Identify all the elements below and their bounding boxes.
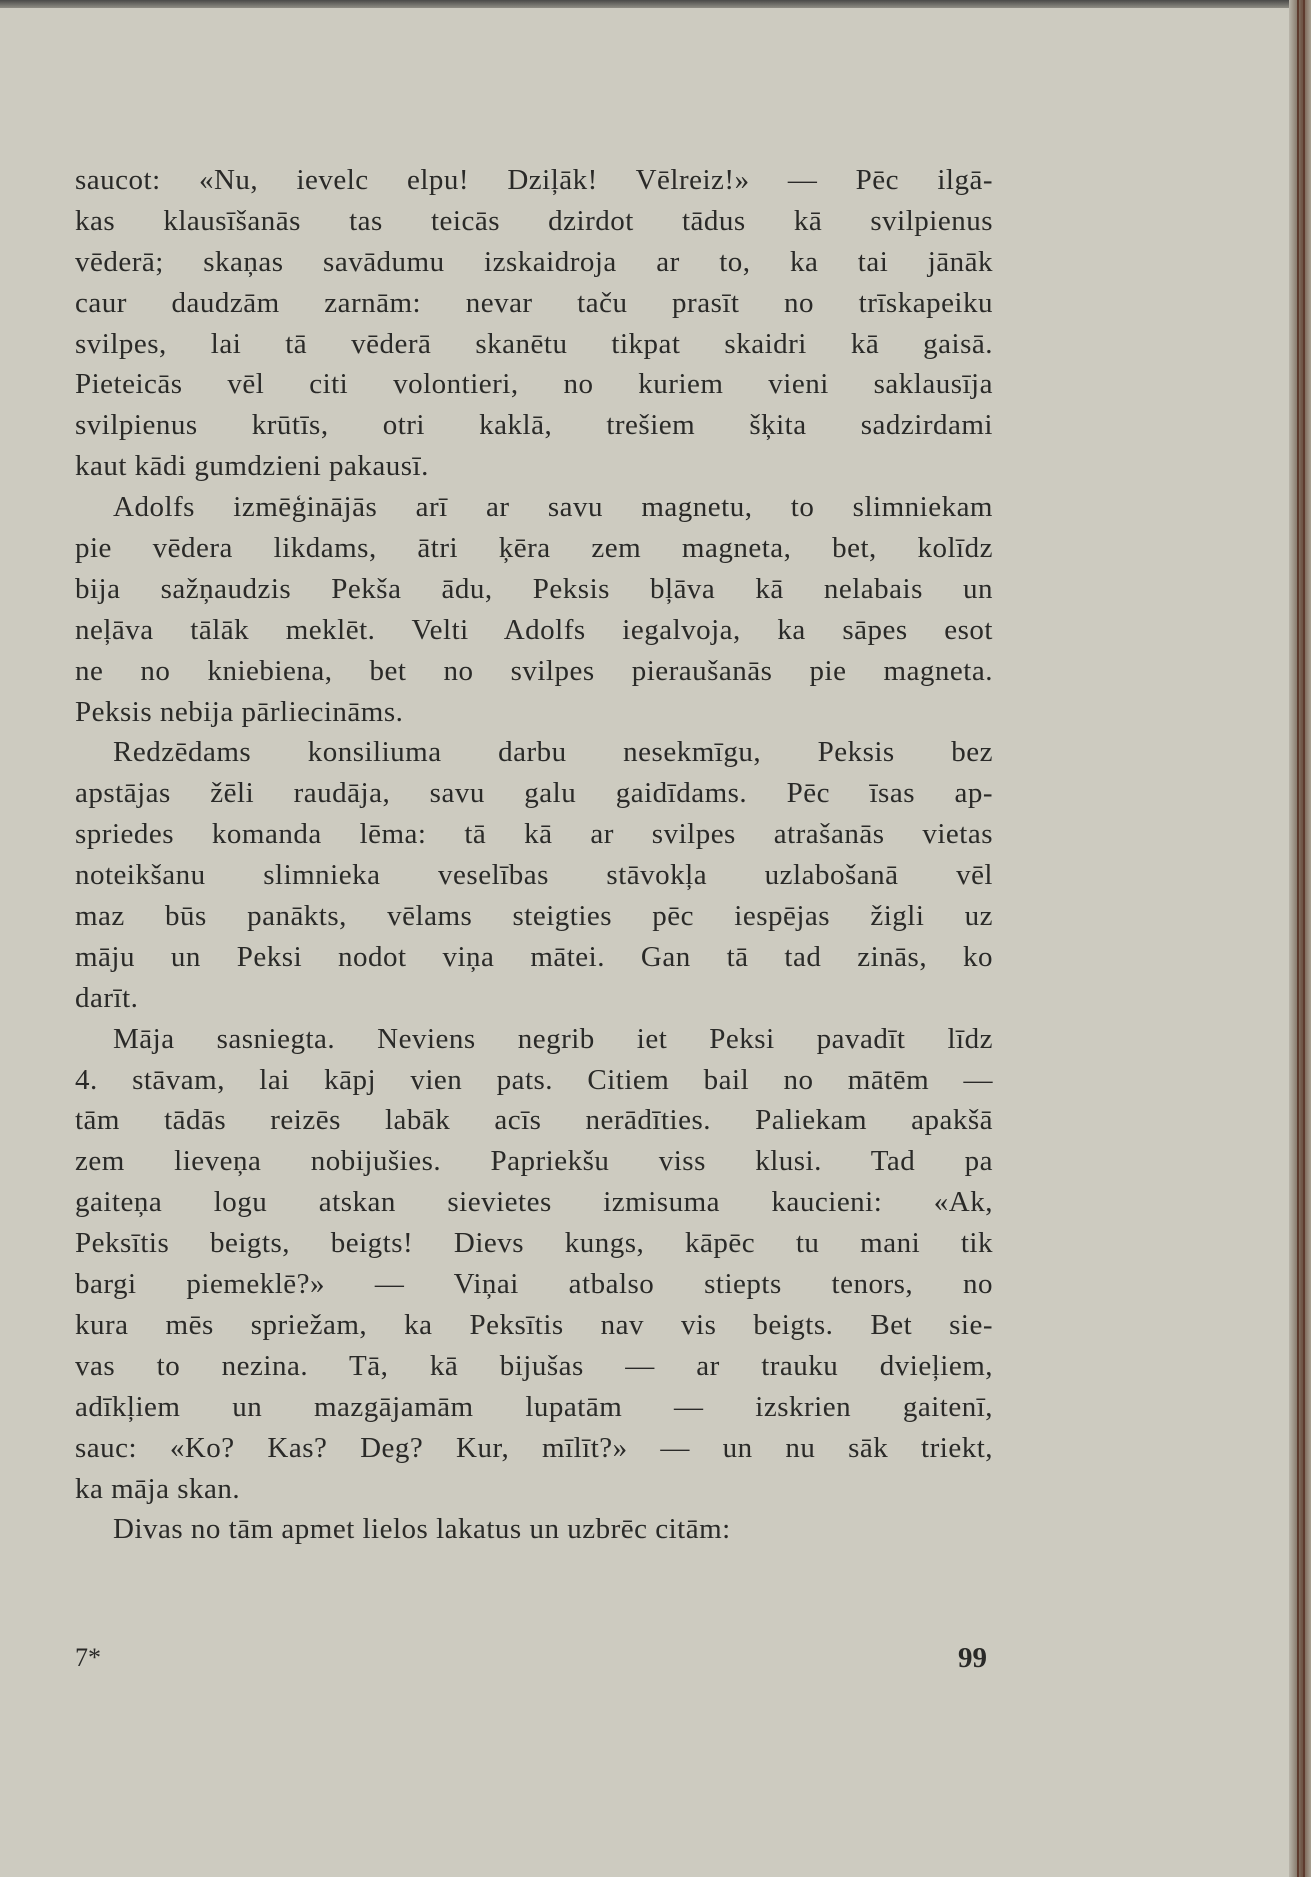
paragraph xyxy=(75,160,993,487)
text-line: maz būs panākts, vēlams steigties pēc iespējas žigli uz xyxy=(75,900,993,933)
text-line: gaiteņa logu atskan sievietes izmisuma kaucieni: «Ak, xyxy=(75,1186,993,1219)
paragraph xyxy=(75,487,993,732)
text-line: Pieteicās vēl citi volontieri, no kuriem vieni saklausīja xyxy=(75,368,993,401)
text-line: adīkļiem un mazgājamām lupatām — izskrien gaitenī, xyxy=(75,1390,993,1423)
text-line: vēderā; skaņas savādumu izskaidroja ar to, ka tai jānāk xyxy=(75,245,993,278)
text-line: caur daudzām zarnām: nevar taču prasīt no trīskapeiku xyxy=(75,286,993,319)
text-line: Peksis nebija pārliecināms. xyxy=(75,695,404,728)
scan-top-edge xyxy=(0,0,1311,8)
binding-stripe xyxy=(1297,0,1299,1877)
text-line: zem lieveņa nobijušies. Papriekšu viss klusi. Tad pa xyxy=(75,1145,993,1178)
text-line: kaut kādi gumdzieni pakausī. xyxy=(75,450,429,483)
text-line: kas klausīšanās tas teicās dzirdot tādus kā svilpienus xyxy=(75,204,993,237)
page-number: 99 xyxy=(958,1642,987,1674)
book-binding-edge xyxy=(1289,0,1311,1877)
text-line: Māja sasniegta. Neviens negrib iet Peksi pavadīt līdz xyxy=(113,1022,993,1055)
paragraph xyxy=(75,1509,993,1550)
text-line: apstājas žēli raudāja, savu galu gaidīdams. Pēc īsas ap- xyxy=(75,777,993,810)
text-line: pie vēdera likdams, ātri ķēra zem magneta, bet, kolīdz xyxy=(75,532,993,565)
text-line: saucot: «Nu, ievelc elpu! Dziļāk! Vēlreiz!» — Pēc ilgā- xyxy=(75,164,993,196)
text-line: bija sažņaudzis Pekša ādu, Peksis bļāva kā nelabais un xyxy=(75,572,993,605)
printer-signature-mark: 7* xyxy=(75,1643,101,1672)
text-line: svilpienus krūtīs, otri kaklā, trešiem šķita sadzirdami xyxy=(75,409,993,442)
text-line: darīt. xyxy=(75,981,139,1014)
paragraph xyxy=(75,732,993,1018)
text-line: sauc: «Ko? Kas? Deg? Kur, mīlīt?» — un nu sāk triekt, xyxy=(75,1431,993,1464)
text-line: māju un Peksi nodot viņa mātei. Gan tā tad zinās, ko xyxy=(75,940,993,973)
text-line: spriedes komanda lēma: tā kā ar svilpes atrašanās vietas xyxy=(75,818,993,851)
text-line: 4. stāvam, lai kāpj vien pats. Citiem bail no mātēm — xyxy=(75,1063,993,1096)
text-line: Adolfs izmēģinājās arī ar savu magnetu, to slimniekam xyxy=(113,491,993,524)
page-body-text xyxy=(75,160,993,1550)
text-line: Peksītis beigts, beigts! Dievs kungs, kāpēc tu mani tik xyxy=(75,1227,993,1260)
text-line: kura mēs spriežam, ka Peksītis nav vis beigts. Bet sie- xyxy=(75,1308,993,1341)
text-line: noteikšanu slimnieka veselības stāvokļa uzlabošanā vēl xyxy=(75,859,993,892)
text-line: Redzēdams konsiliuma darbu nesekmīgu, Peksis bez xyxy=(113,736,993,769)
text-line: svilpes, lai tā vēderā skanētu tikpat skaidri kā gaisā. xyxy=(75,327,993,360)
text-line: ka māja skan. xyxy=(75,1472,241,1505)
paragraph xyxy=(75,1019,993,1510)
text-line: tām tādās reizēs labāk acīs nerādīties. Paliekam apakšā xyxy=(75,1104,993,1137)
text-line: neļāva tālāk meklēt. Velti Adolfs iegalvoja, ka sāpes esot xyxy=(75,613,993,646)
text-line: Divas no tām apmet lielos lakatus un uzbrēc citām: xyxy=(113,1513,731,1546)
text-line: bargi piemeklē?» — Viņai atbalso stiepts tenors, no xyxy=(75,1268,993,1301)
binding-stripe xyxy=(1303,0,1305,1877)
text-line: ne no kniebiena, bet no svilpes pieraušanās pie magneta. xyxy=(75,654,993,687)
text-line: vas to nezina. Tā, kā bijušas — ar trauku dvieļiem, xyxy=(75,1349,993,1382)
